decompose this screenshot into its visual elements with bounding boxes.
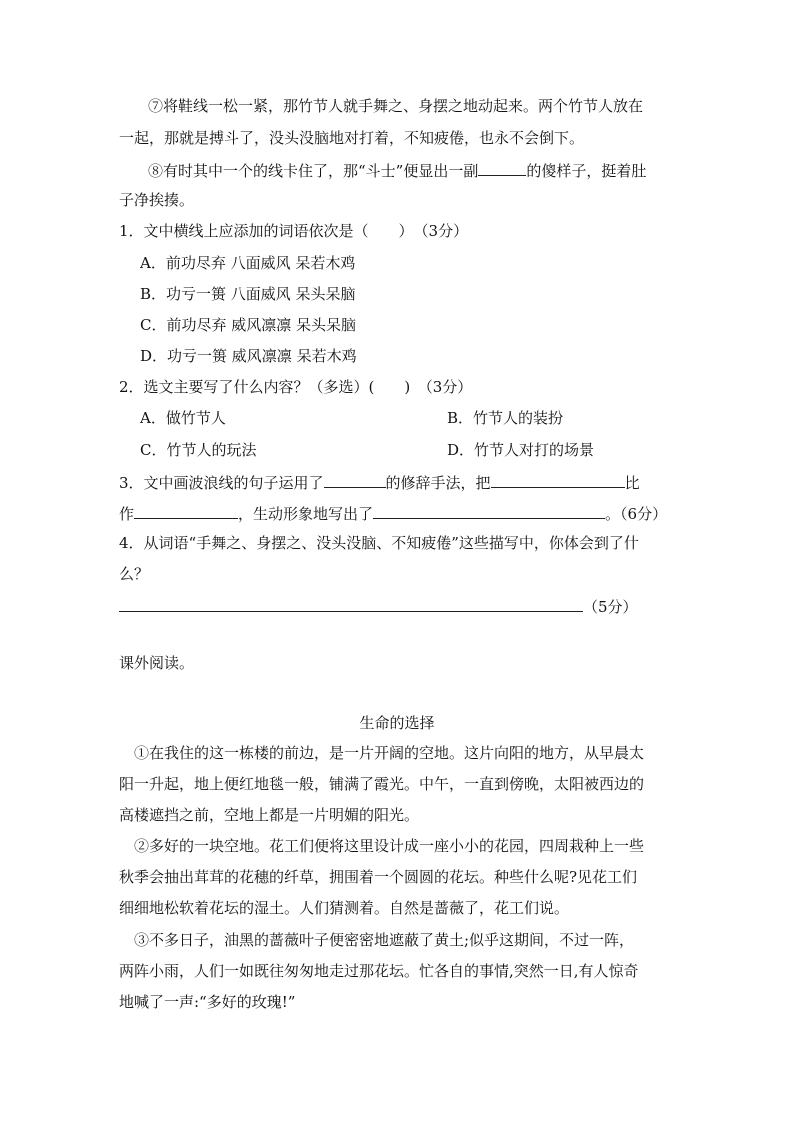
q2-option-c[interactable]: C．竹节人的玩法 xyxy=(140,441,257,459)
passage-p8-text-b: 的傻样子，挺着肚 xyxy=(526,162,647,180)
q2-option-b[interactable]: B．竹节人的装扮 xyxy=(447,409,564,427)
q3-blank-object[interactable] xyxy=(134,502,238,519)
q3-text-a: 3．文中画波浪线的句子运用了 xyxy=(119,474,324,492)
passage-p7-line2: 一起，那就是搏斗了，没头没脑地对打着，不知疲倦，也永不会倒下。 xyxy=(119,129,585,147)
section-label: 课外阅读。 xyxy=(119,654,195,672)
q3-line2 xyxy=(119,502,667,524)
q3-blank-effect[interactable] xyxy=(373,502,605,519)
q2-stem: 2．选文主要写了什么内容？（多选）( ) （3分） xyxy=(119,378,473,396)
q3-blank-rhetoric[interactable] xyxy=(324,471,386,488)
passage-p8-line2: 子净挨揍。 xyxy=(119,191,195,209)
q3-blank-subject[interactable] xyxy=(491,471,625,488)
q4-line1: 4．从词语“手舞之、身摆之、没头没脑、不知疲倦”这些描写中，你体会到了什 xyxy=(119,534,639,552)
q4-answer-line xyxy=(119,595,638,617)
reading-p2-line1: ②多好的一块空地。花工们便将这里设计成一座小小的花园，四周栽种上一些 xyxy=(134,837,645,855)
q3-text-f: 。（6分） xyxy=(605,505,668,523)
q3-text-b: 的修辞手法，把 xyxy=(385,474,491,492)
q1-stem: 1．文中横线上应添加的词语依次是（ ） （3分） xyxy=(119,222,469,240)
q4-score: （5分） xyxy=(583,598,638,616)
reading-p3-line1: ③不多日子，油黑的蔷薇叶子便密密地遮蔽了黄土;似乎这期间，不过一阵， xyxy=(134,931,635,949)
fill-blank[interactable] xyxy=(478,159,526,176)
reading-p1-line2: 阳一升起，地上便红地毯一般，铺满了霞光。中午，一直到傍晚，太阳被西边的 xyxy=(119,775,645,793)
reading-title: 生命的选择 xyxy=(359,714,435,732)
passage-p8-text-a: ⑧有时其中一个的线卡住了，那“斗士”便显出一副 xyxy=(148,162,479,180)
q1-option-b[interactable]: B．功亏一篑 八面威风 呆头呆脑 xyxy=(140,285,356,303)
reading-p1-line3: 高楼遮挡之前，空地上都是一片明媚的阳光。 xyxy=(119,806,420,824)
q3-text-e: ，生动形象地写出了 xyxy=(238,505,374,523)
q4-line2: 么？ xyxy=(119,565,150,583)
reading-p1-line1: ①在我住的这一栋楼的前边，是一片开阔的空地。这片向阳的地方，从早晨太 xyxy=(134,744,645,762)
q4-answer-blank[interactable] xyxy=(119,595,583,612)
reading-p2-line3: 细细地松软着花坛的湿土。人们猜测着。自然是蔷薇了，花工们说。 xyxy=(119,899,570,917)
passage-p8-line1 xyxy=(148,159,646,181)
reading-p3-line3: 地喊了一声:“多好的玫瑰!” xyxy=(119,993,296,1011)
q1-option-c[interactable]: C．前功尽弃 威风凛凛 呆头呆脑 xyxy=(140,316,357,334)
q1-option-a[interactable]: A．前功尽弃 八面威风 呆若木鸡 xyxy=(140,254,356,272)
q2-option-a[interactable]: A．做竹节人 xyxy=(140,409,226,427)
reading-p2-line2: 秋季会抽出茸茸的花穗的纤草，拥围着一个圆圆的花坛。种些什么呢?见花工们 xyxy=(119,868,638,886)
q3-text-c: 比 xyxy=(624,474,640,492)
reading-p3-line2: 两阵小雨，人们一如既往匆匆地走过那花坛。忙各自的事情,突然一日,有人惊奇 xyxy=(119,962,639,980)
q2-option-d[interactable]: D．竹节人对打的场景 xyxy=(447,441,595,459)
passage-p7-line1: ⑦将鞋线一松一紧，那竹节人就手舞之、身摆之地动起来。两个竹节人放在 xyxy=(148,97,644,115)
q3-text-d: 作 xyxy=(119,505,135,523)
q1-option-d[interactable]: D．功亏一篑 威风凛凛 呆若木鸡 xyxy=(140,347,357,365)
q3-line1 xyxy=(119,471,640,493)
